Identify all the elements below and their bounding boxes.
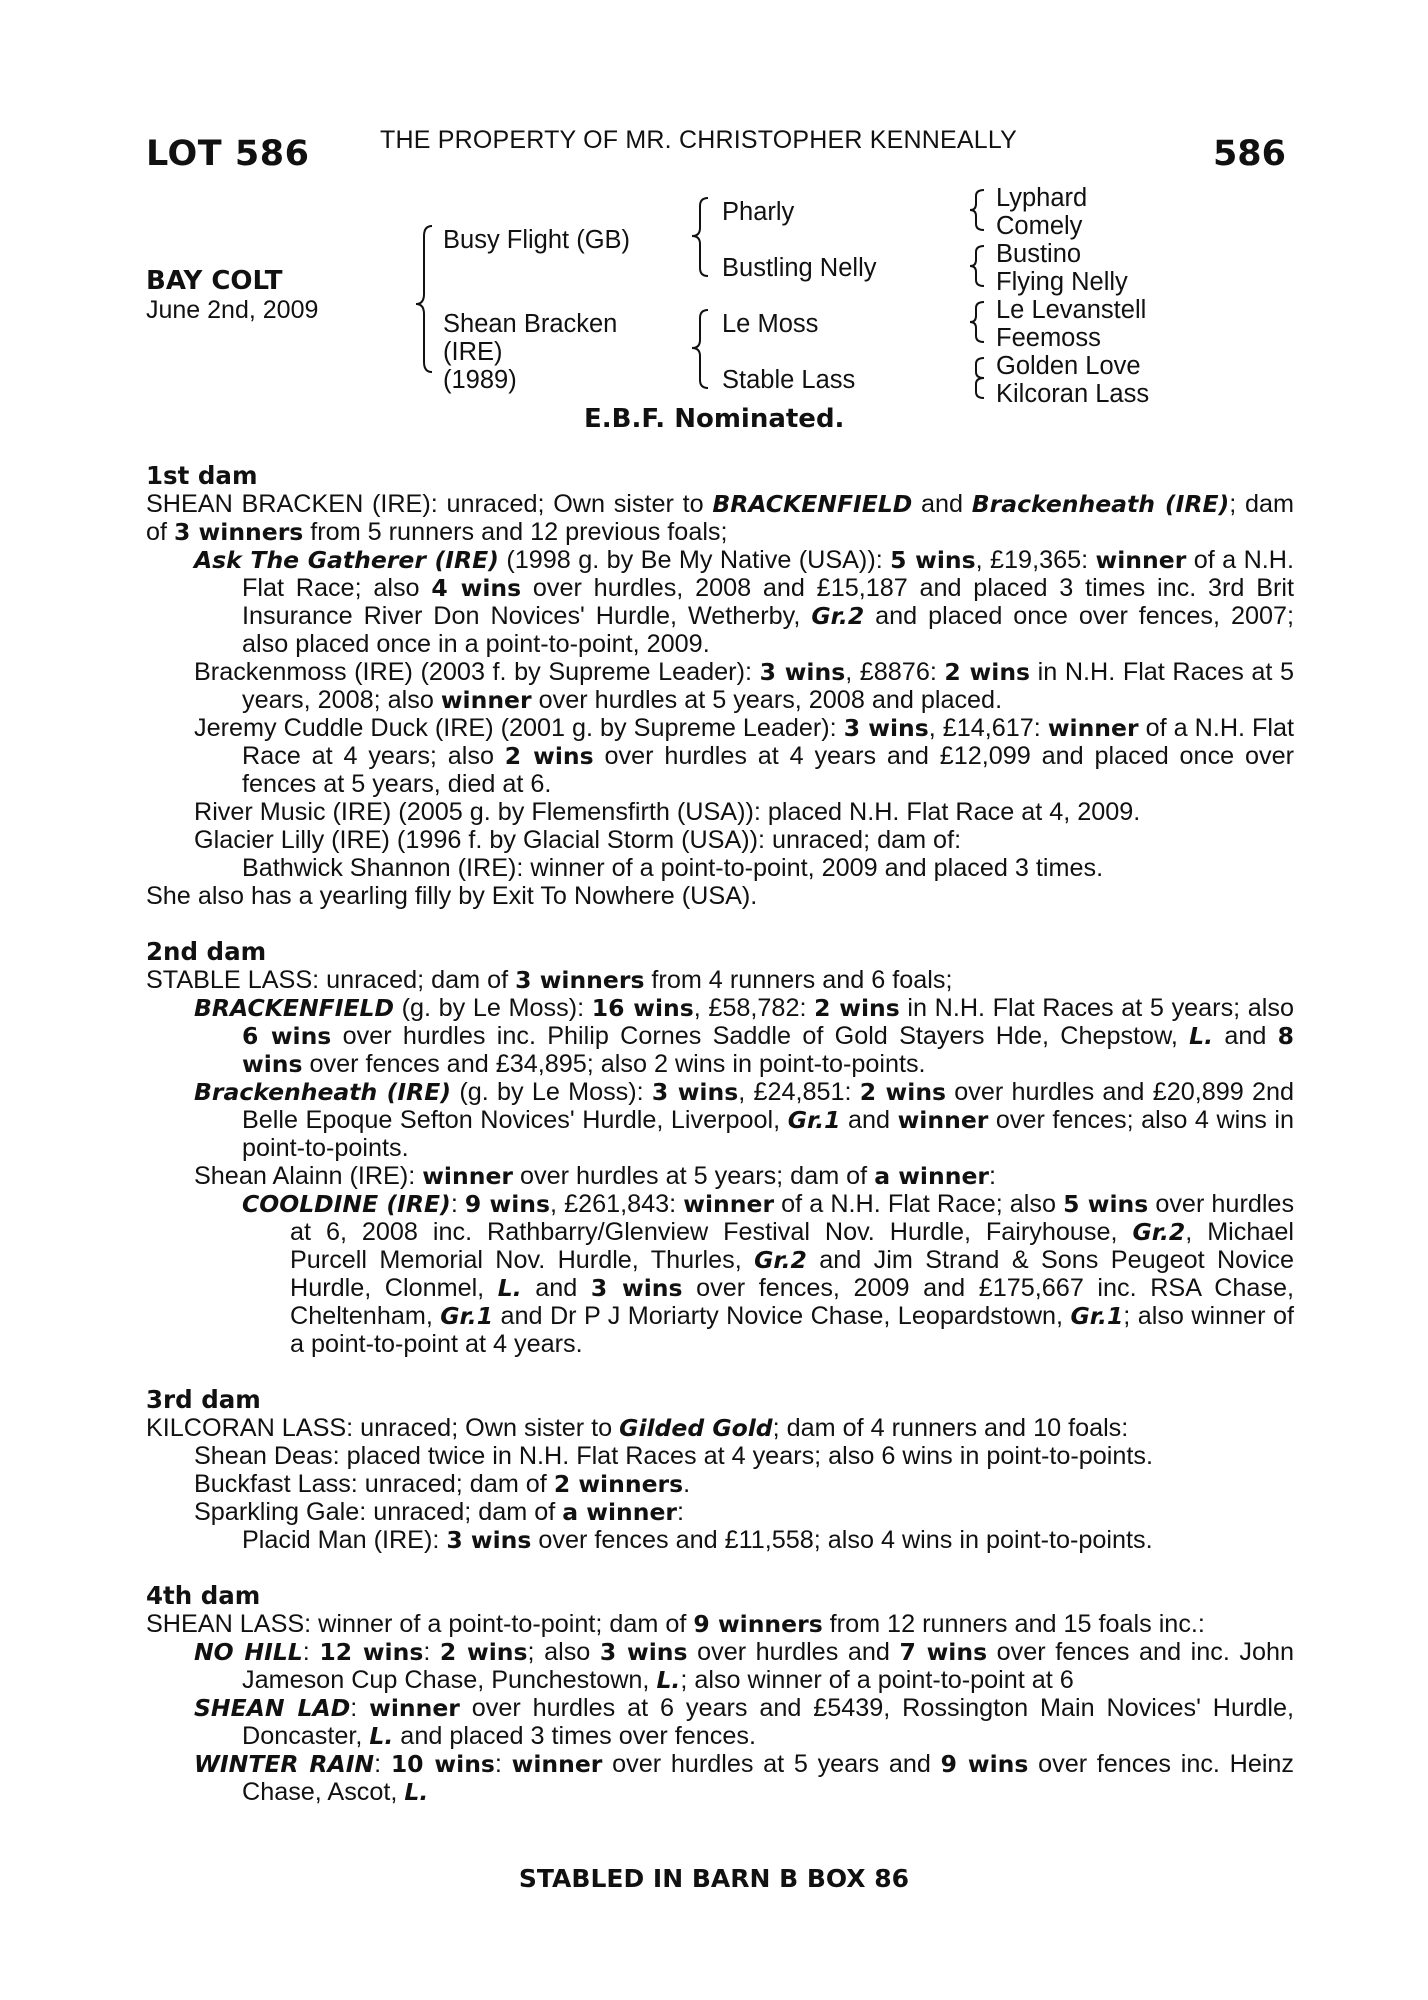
list-item: BRACKENFIELD (g. by Le Moss): 16 wins, £58,782: 2 wins in N.H. Flat Races at 5 years; also 6 wins over hurdles inc. Philip Cornes Saddle of Gold Stayers Hde, Chepstow, L. and 8 wins over fences and £34,895; also 2 wins in point-to-points.	[194, 994, 1295, 1078]
stabling-info: STABLED IN BARN B BOX 86	[518, 1864, 910, 1893]
ped-ddd: Kilcoran Lass	[996, 380, 1150, 408]
nomination: E.B.F. Nominated.	[584, 404, 845, 434]
dam-country: (IRE)	[443, 338, 503, 366]
second-dam-summary: STABLE LASS: unraced; dam of 3 winners from 4 runners and 6 foals;	[146, 966, 953, 994]
section-heading-4th-dam: 4th dam	[146, 1581, 261, 1610]
list-item: Glacier Lilly (IRE) (1996 f. by Glacial Storm (USA)): unraced; dam of:	[194, 826, 962, 854]
ped-dss: Le Levanstell	[996, 296, 1147, 324]
horse-sex: BAY COLT	[146, 266, 283, 296]
catalogue-body	[146, 462, 1294, 1806]
third-dam-summary: KILCORAN LASS: unraced; Own sister to Gilded Gold; dam of 4 runners and 10 foals:	[146, 1414, 1129, 1442]
pedigree-braces	[0, 0, 1428, 430]
list-item: Jeremy Cuddle Duck (IRE) (2001 g. by Supreme Leader): 3 wins, £14,617: winner of a N.H. Flat Race at 4 years; also 2 wins over hurdles at 4 years and £12,099 and placed once over fences at 5 years, died at 6.	[194, 714, 1295, 798]
ped-dsd: Feemoss	[996, 324, 1101, 352]
sire-sire: Pharly	[722, 198, 795, 226]
list-item: Bathwick Shannon (IRE): winner of a point-to-point, 2009 and placed 3 times.	[242, 854, 1104, 882]
ped-sds: Bustino	[996, 240, 1082, 268]
list-item: Brackenheath (IRE) (g. by Le Moss): 3 wins, £24,851: 2 wins over hurdles and £20,899 2nd Belle Epoque Sefton Novices' Hurdle, Liverpool, Gr.1 and winner over fences; also 4 wins in point-to-points.	[194, 1078, 1295, 1162]
section-heading-3rd-dam: 3rd dam	[146, 1385, 261, 1414]
horse-dob: June 2nd, 2009	[146, 296, 319, 324]
list-item: She also has a yearling filly by Exit To Nowhere (USA).	[146, 882, 758, 910]
list-item: River Music (IRE) (2005 g. by Flemensfirth (USA)): placed N.H. Flat Race at 4, 2009.	[194, 798, 1141, 826]
dam-name: Shean Bracken	[443, 310, 618, 338]
list-item: Buckfast Lass: unraced; dam of 2 winners.	[194, 1470, 691, 1498]
list-item: Placid Man (IRE): 3 wins over fences and £11,558; also 4 wins in point-to-points.	[242, 1526, 1153, 1554]
section-heading-2nd-dam: 2nd dam	[146, 937, 267, 966]
dam-dam: Stable Lass	[722, 366, 856, 394]
lot-number: 586	[1212, 134, 1286, 174]
list-item: COOLDINE (IRE): 9 wins, £261,843: winner of a N.H. Flat Race; also 5 wins over hurdles at 6, 2008 inc. Rathbarry/Glenview Festival Nov. Hurdle, Fairyhouse, Gr.2, Michael Purcell Memorial Nov. Hurdle, Thurles, Gr.2 and Jim Strand & Sons Peugeot Novice Hurdle, Clonmel, L. and 3 wins over fences, 2009 and £175,667 inc. RSA Chase, Cheltenham, Gr.1 and Dr P J Moriarty Novice Chase, Leopardstown, Gr.1; also winner of a point-to-point at 4 years.	[242, 1190, 1295, 1358]
ped-sdd: Flying Nelly	[996, 268, 1128, 296]
list-item: NO HILL: 12 wins: 2 wins; also 3 wins over hurdles and 7 wins over fences and inc. John Jameson Cup Chase, Punchestown, L.; also winner of a point-to-point at 6	[194, 1638, 1295, 1694]
section-heading-1st-dam: 1st dam	[146, 461, 258, 490]
list-item: SHEAN LAD: winner over hurdles at 6 years and £5439, Rossington Main Novices' Hurdle, Doncaster, L. and placed 3 times over fences.	[194, 1694, 1294, 1750]
first-dam-summary: SHEAN BRACKEN (IRE): unraced; Own sister to BRACKENFIELD and Brackenheath (IRE); dam of 3 winners from 5 runners and 12 previous foals;	[146, 490, 1294, 546]
list-item: Shean Alainn (IRE): winner over hurdles at 5 years; dam of a winner:	[194, 1162, 996, 1190]
ped-ssd: Comely	[996, 212, 1083, 240]
list-item: Sparkling Gale: unraced; dam of a winner:	[194, 1498, 685, 1526]
fourth-dam-summary: SHEAN LASS: winner of a point-to-point; dam of 9 winners from 12 runners and 15 foals inc.:	[146, 1610, 1205, 1638]
list-item: Shean Deas: placed twice in N.H. Flat Races at 4 years; also 6 wins in point-to-points.	[194, 1442, 1153, 1470]
dam-year: (1989)	[443, 366, 517, 394]
sire: Busy Flight (GB)	[443, 226, 631, 254]
list-item: Brackenmoss (IRE) (2003 f. by Supreme Leader): 3 wins, £8876: 2 wins in N.H. Flat Races at 5 years, 2008; also winner over hurdles at 5 years, 2008 and placed.	[194, 658, 1295, 714]
sire-dam: Bustling Nelly	[722, 254, 877, 282]
list-item: Ask The Gatherer (IRE) (1998 g. by Be My Native (USA)): 5 wins, £19,365: winner of a N.H. Flat Race; also 4 wins over hurdles, 2008 and £15,187 and placed 3 times inc. 3rd Brit Insurance River Don Novices' Hurdle, Wetherby, Gr.2 and placed once over fences, 2007; also placed once in a point-to-point, 2009.	[194, 546, 1294, 658]
dam-sire: Le Moss	[722, 310, 819, 338]
ped-sss: Lyphard	[996, 184, 1088, 212]
list-item: WINTER RAIN: 10 wins: winner over hurdles at 5 years and 9 wins over fences inc. Heinz Chase, Ascot, L.	[194, 1750, 1295, 1806]
property-owner: THE PROPERTY OF MR. CHRISTOPHER KENNEALLY	[380, 126, 1018, 154]
ped-dds: Golden Love	[996, 352, 1141, 380]
lot-label: LOT 586	[146, 134, 310, 174]
